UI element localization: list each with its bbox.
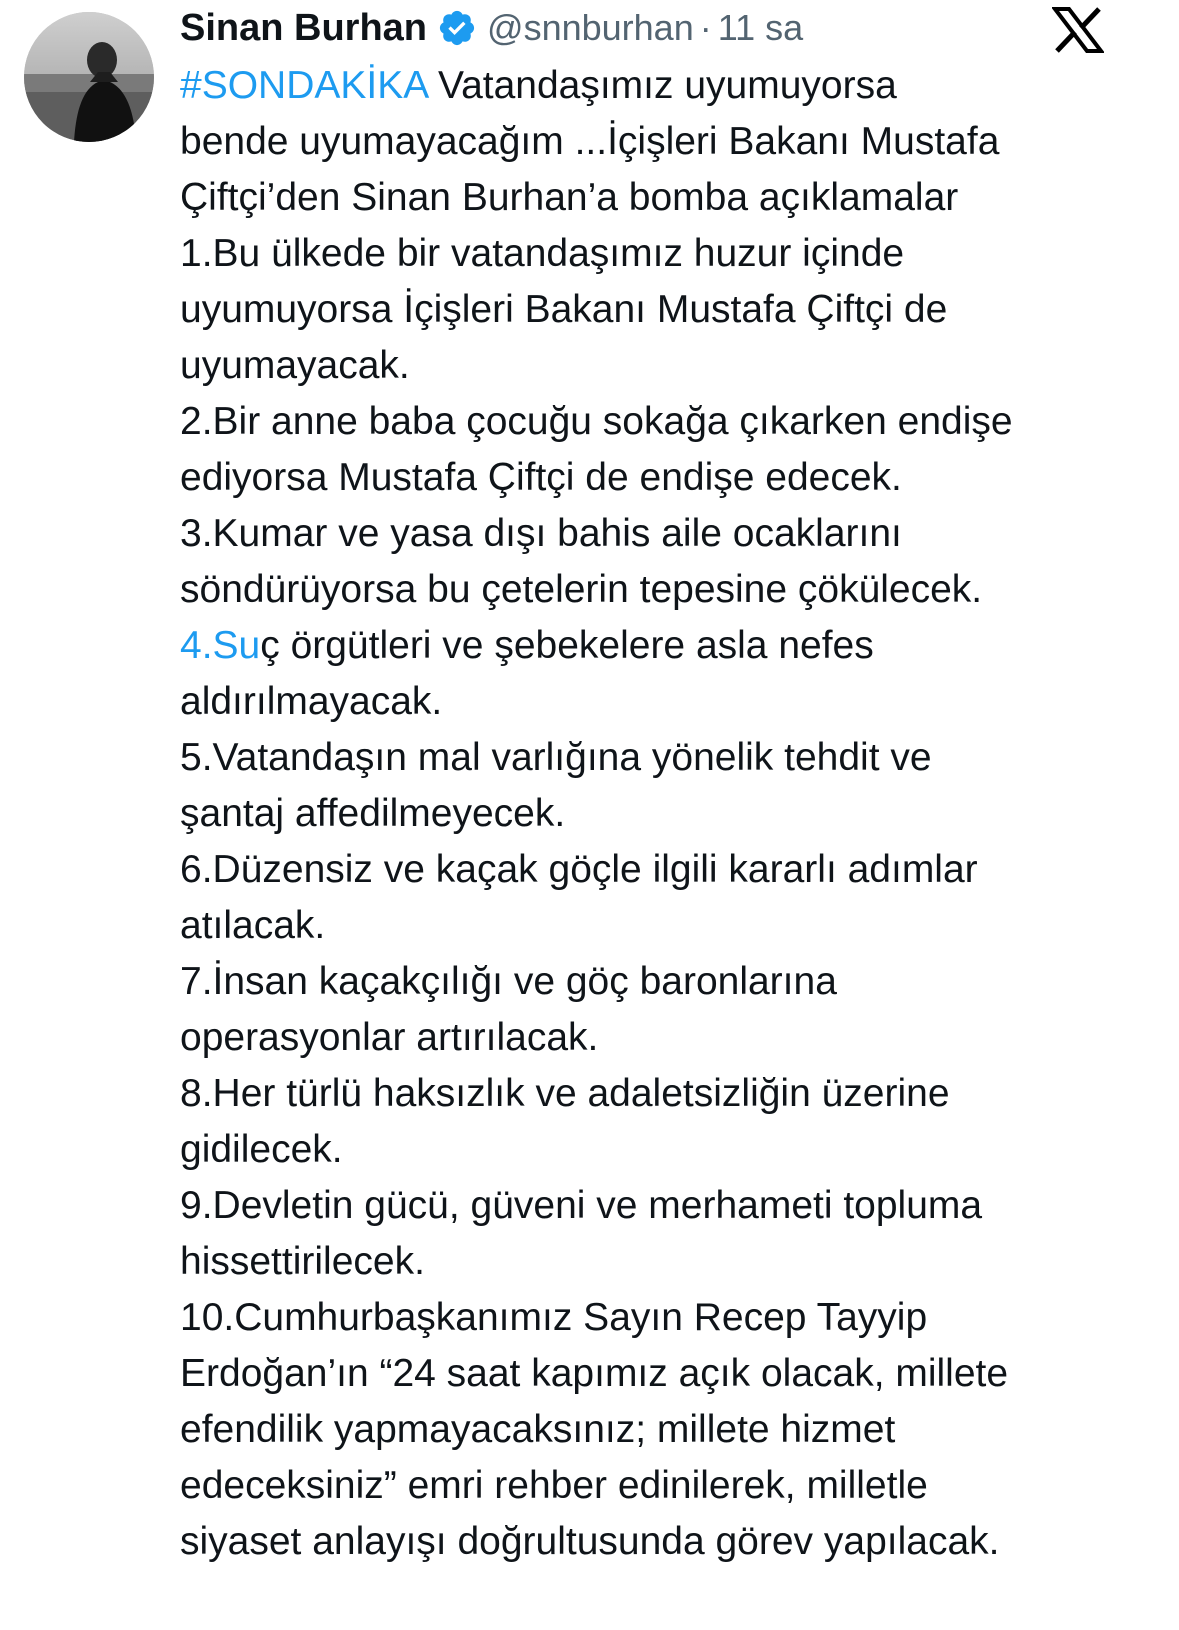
text-line: 5.Vatandaşın mal varlığına yönelik tehdit ve [180, 736, 932, 779]
text-segment: ç örgütleri ve şebekelere asla nefes [260, 624, 874, 667]
text-line: Çiftçi’den Sinan Burhan’a bomba açıklamalar [180, 176, 959, 219]
timestamp[interactable]: 11 sa [717, 7, 804, 48]
text-line: 6.Düzensiz ve kaçak göçle ilgili kararlı adımlar [180, 848, 978, 891]
text-line: 10.Cumhurbaşkanımız Sayın Recep Tayyip [180, 1296, 928, 1339]
author-name[interactable]: Sinan Burhan [180, 6, 428, 49]
author-handle[interactable]: @snnburhan [487, 7, 694, 48]
text-line: operasyonlar artırılacak. [180, 1016, 599, 1059]
text-line: hissettirilecek. [180, 1240, 425, 1283]
avatar-photo [24, 12, 154, 142]
text-line: gidilecek. [180, 1128, 343, 1171]
text-line: söndürüyorsa bu çetelerin tepesine çökülecek. [180, 568, 983, 611]
text-line: 9.Devletin gücü, güveni ve merhameti topluma [180, 1184, 983, 1227]
text-line: bende uyumayacağım ...İçişleri Bakanı Mustafa [180, 120, 1000, 163]
text-line: aldırılmayacak. [180, 680, 443, 723]
text-line: 2.Bir anne baba çocuğu sokağa çıkarken endişe [180, 400, 1013, 443]
tweet-text [180, 58, 1165, 1570]
text-line: uyumuyorsa İçişleri Bakanı Mustafa Çiftçi de [180, 288, 948, 331]
x-logo-icon[interactable] [1052, 6, 1104, 54]
text-line: ediyorsa Mustafa Çiftçi de endişe edecek. [180, 456, 902, 499]
text-line: 1.Bu ülkede bir vatandaşımız huzur içinde [180, 232, 905, 275]
separator-dot: · [699, 7, 712, 48]
auto-link[interactable]: 4.Su [180, 624, 261, 667]
text-line: siyaset anlayışı doğrultusunda görev yapılacak. [180, 1520, 1000, 1563]
tweet-header [180, 4, 803, 52]
hashtag-link[interactable]: #SONDAKİKA [180, 64, 428, 107]
text-line: 7.İnsan kaçakçılığı ve göç baronlarına [180, 960, 837, 1003]
text-line: uyumayacak. [180, 344, 410, 387]
avatar[interactable] [24, 12, 154, 142]
text-line: atılacak. [180, 904, 326, 947]
text-line: edeceksiniz” emri rehber edinilerek, milletle [180, 1464, 928, 1507]
text-line: efendilik yapmayacaksınız; millete hizmet [180, 1408, 896, 1451]
text-line: 8.Her türlü haksızlık ve adaletsizliğin üzerine [180, 1072, 950, 1115]
verified-badge-icon [437, 8, 477, 48]
text-line: Erdoğan’ın “24 saat kapımız açık olacak, millete [180, 1352, 1009, 1395]
text-line [180, 58, 1165, 114]
text-line: 3.Kumar ve yasa dışı bahis aile ocaklarını [180, 512, 902, 555]
text-line [180, 618, 1165, 674]
text-segment: Vatandaşımız uyumuyorsa [427, 64, 897, 107]
text-line: şantaj affedilmeyecek. [180, 792, 566, 835]
